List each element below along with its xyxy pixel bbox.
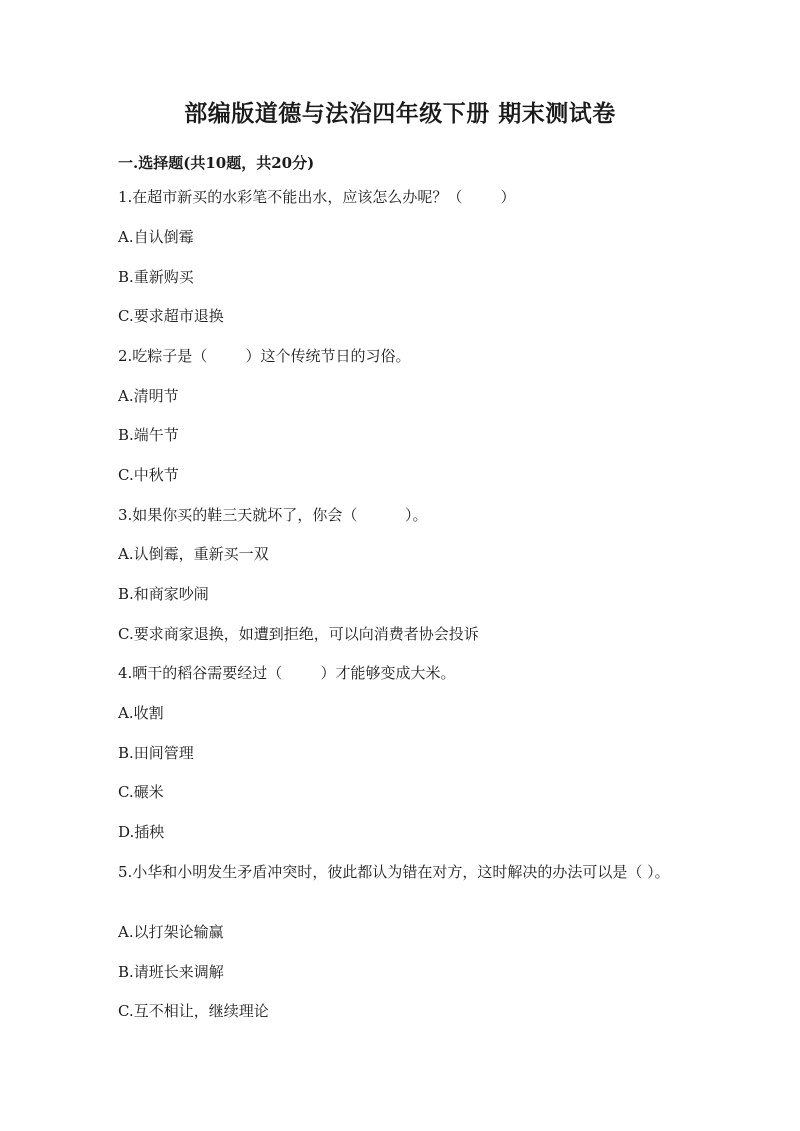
answer-option: A.收割: [118, 704, 164, 722]
answer-option: D.插秧: [118, 823, 165, 841]
answer-option: A.自认倒霉: [118, 228, 194, 246]
question-stem: 2.吃粽子是（ ）这个传统节日的习俗。: [118, 347, 411, 365]
question-stem: 5.小华和小明发生矛盾冲突时，彼此都认为错在对方，这时解决的办法可以是（ ）。: [118, 863, 670, 881]
answer-option: C.中秋节: [118, 466, 179, 484]
question-stem: 3.如果你买的鞋三天就坏了，你会（ ）。: [118, 506, 428, 524]
answer-option: B.重新购买: [118, 268, 194, 286]
answer-option: C.要求商家退换，如遭到拒绝，可以向消费者协会投诉: [118, 625, 479, 643]
question-stem: 1.在超市新买的水彩笔不能出水，应该怎么办呢？（ ）: [118, 188, 516, 206]
answer-option: C.要求超市退换: [118, 307, 224, 325]
page-title: 部编版道德与法治四年级下册 期末测试卷: [184, 100, 616, 127]
answer-option: B.端午节: [118, 426, 179, 444]
answer-option: B.和商家吵闹: [118, 585, 209, 603]
answer-option: A.认倒霉，重新买一双: [118, 545, 269, 563]
answer-option: C.碾米: [118, 783, 164, 801]
answer-option: B.请班长来调解: [118, 963, 224, 981]
answer-option: C.互不相让，继续理论: [118, 1002, 269, 1020]
answer-option: B.田间管理: [118, 744, 194, 762]
answer-option: A.清明节: [118, 387, 179, 405]
question-stem: 4.晒干的稻谷需要经过（ ）才能够变成大米。: [118, 664, 456, 682]
answer-option: A.以打架论输赢: [118, 923, 224, 941]
section-header: 一.选择题(共10题，共20分): [118, 154, 315, 172]
